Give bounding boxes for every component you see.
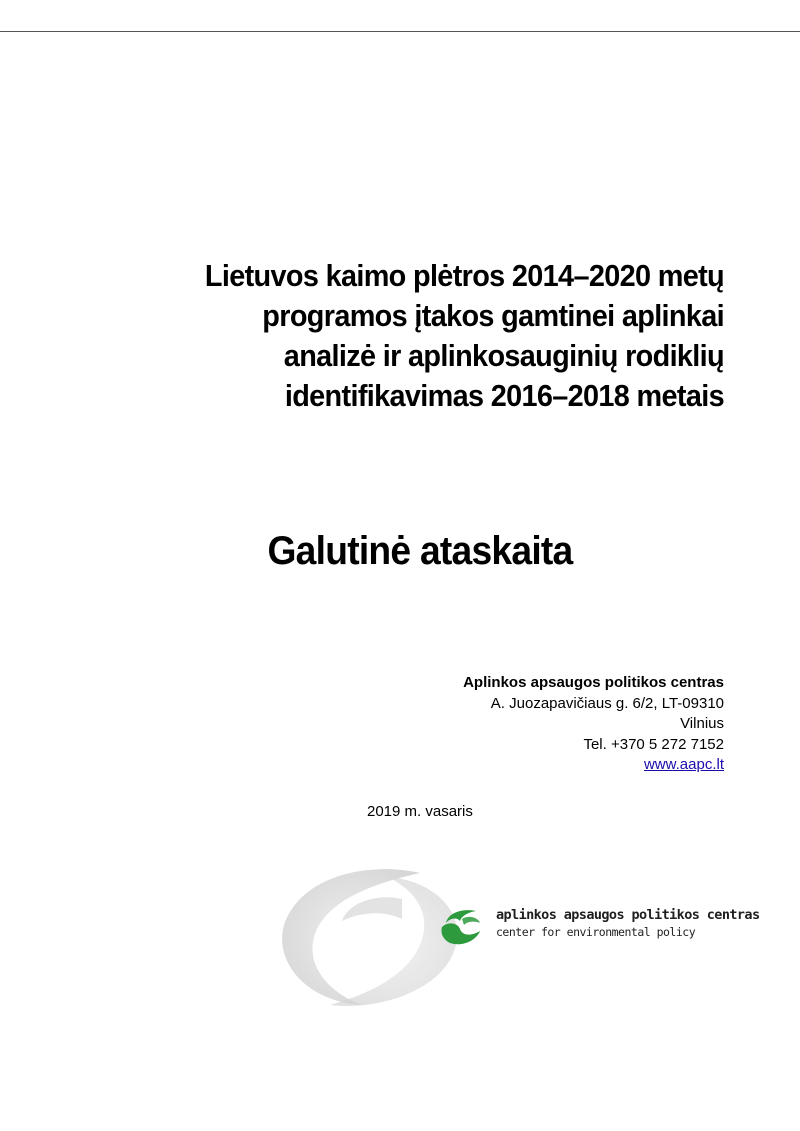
organization-phone: Tel. +370 5 272 7152 [583, 735, 724, 753]
organization-website-link[interactable]: www.aapc.lt [643, 756, 724, 773]
title-line-3: analizė ir aplinkosauginių rodiklių [283, 338, 724, 373]
document-subtitle: Galutinė ataskaita [267, 529, 573, 573]
top-rule [0, 31, 800, 32]
title-line-2: programos įtakos gamtinei aplinkai [262, 298, 724, 333]
document-title [129, 256, 724, 416]
organization-address: A. Juozapavičiaus g. 6/2, LT-09310 [490, 694, 724, 712]
title-line-4: identifikavimas 2016–2018 metais [284, 378, 724, 413]
organization-contact [324, 673, 724, 776]
organization-name: Aplinkos apsaugos politikos centras [463, 674, 724, 691]
logo-wordmark [496, 907, 759, 940]
logo-mark-swirl-icon [436, 907, 488, 947]
title-line-1: Lietuvos kaimo plėtros 2014–2020 metų [204, 258, 724, 293]
organization-city: Vilnius [680, 715, 724, 732]
organization-logo [270, 855, 760, 1015]
logo-name-en: center for environmental policy [496, 925, 696, 939]
document-date: 2019 m. vasaris [367, 803, 473, 820]
logo-name-lt: aplinkos apsaugos politikos centras [496, 907, 760, 923]
